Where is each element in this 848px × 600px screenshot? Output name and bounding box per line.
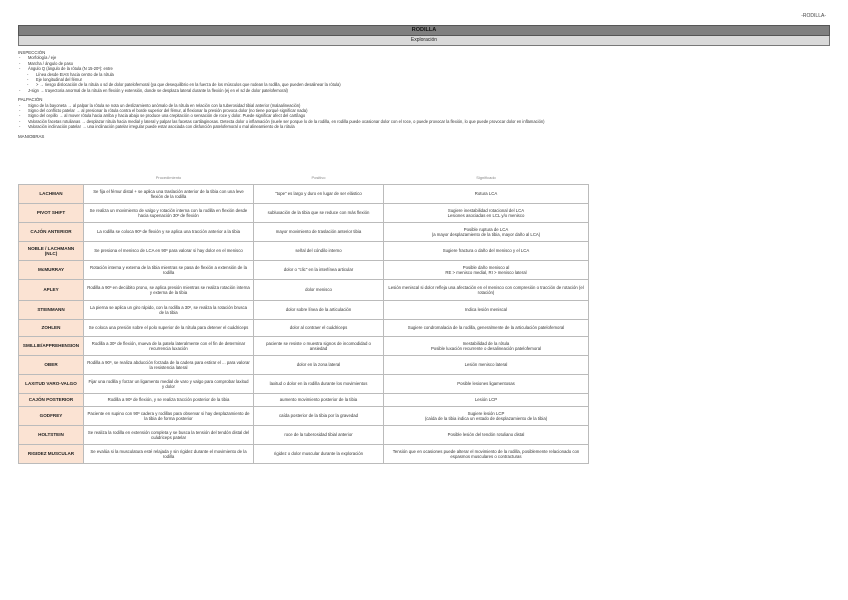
table-row	[19, 445, 589, 464]
corner-label: -RODILLA-	[801, 13, 826, 19]
meaning-cell: Posible daño menisco al RE > menisco medial, RI > menisco lateral	[384, 261, 589, 280]
positive-cell: dolor o "clic" en la interlínea articular	[254, 261, 384, 280]
positive-cell: mayor movimiento de traslación anterior tibia	[254, 223, 384, 242]
maneuver-name-cell: CAJÓN ANTERIOR	[19, 223, 84, 242]
palpation-list	[18, 103, 830, 130]
positive-cell: dolor en la zona lateral	[254, 356, 384, 375]
meaning-cell: Sugiere inestabilidad rotacional del LCA Lesiones asociadas en LCL y/o menisco	[384, 204, 589, 223]
document-title: RODILLA	[18, 25, 830, 36]
procedure-cell: Rodilla a 30º de flexión, mueva de la patela lateralmente con el fin de determinar recurrencia luxación	[84, 337, 254, 356]
procedure-cell: Se realiza un movimiento de valgo y rotación interna con la rodilla en flexión desde hacia supenación 30º de flexión	[84, 204, 254, 223]
document-subtitle: Exploración	[18, 36, 830, 46]
positive-cell: aumento movimiento posterior de la tibia	[254, 394, 384, 407]
positive-cell: paciente se resiste o muestra signos de incomodidad o ansiedad	[254, 337, 384, 356]
positive-cell: laxitud o dolor en la rodilla durante los movimientos	[254, 375, 384, 394]
table-row	[19, 356, 589, 375]
maneuver-name-cell: STEINMANN	[19, 301, 84, 320]
meaning-cell: Lesión LCP	[384, 394, 589, 407]
header-cell	[19, 171, 84, 185]
header-cell: Positivo	[311, 175, 326, 180]
table-row	[19, 185, 589, 204]
meaning-cell: Indica lesión meniscal	[384, 301, 589, 320]
maneuver-name-cell: SMILLIE/APPREHENSION	[19, 337, 84, 356]
meaning-cell: Rotura LCA	[384, 185, 589, 204]
maneuver-name-cell: HOLTSTEIN	[19, 426, 84, 445]
inspection-line: - Morfología / eje	[18, 55, 830, 60]
inspection-list	[18, 55, 830, 93]
maneuver-name-cell: GODFREY	[19, 407, 84, 426]
table-row	[19, 204, 589, 223]
palpation-line: - Signo del cepillo → al mover rótula hacia arriba y hacia abajo se produce una crepitación o sensación de roce y dolor. Puede significar afect del cartílago	[18, 113, 830, 118]
table-header-row	[19, 171, 589, 185]
table-row	[19, 394, 589, 407]
maneuver-name-cell: ZOHLEN	[19, 320, 84, 337]
inspection-heading: INSPECCIÓN	[18, 50, 46, 55]
maneuver-name-cell: RIGIDEZ MUSCULAR	[19, 445, 84, 464]
header-cell: Significado	[476, 175, 496, 180]
table-row	[19, 301, 589, 320]
maneuver-name-cell: LAXITUD VARO-VALGO	[19, 375, 84, 394]
table-row	[19, 337, 589, 356]
maneuver-name-cell: PIVOT SHIFT	[19, 204, 84, 223]
inspection-line: - Eje longitudinal del fémur	[18, 77, 830, 82]
procedure-cell: Rodilla a 90º de flexión, y se realiza tracción posterior de la tibia	[84, 394, 254, 407]
maneuvers-heading: MANIOBRAS	[18, 133, 45, 139]
positive-cell: subluxación de la tibia que se reduce con más flexión	[254, 204, 384, 223]
table-row	[19, 223, 589, 242]
maneuvers-table-body	[19, 185, 589, 464]
procedure-cell: Rodilla a 90º en decúbito prono, se aplica presión mientras se realiza rotación interna y externa de la tibia	[84, 280, 254, 301]
table-row	[19, 426, 589, 445]
positive-cell: dolor sobre línea de la articulación	[254, 301, 384, 320]
procedure-cell: Rotación interna y externa de la tibia mientras se pasa de flexión a extensión de la rodilla	[84, 261, 254, 280]
maneuver-name-cell: OBER	[19, 356, 84, 375]
palpation-line: - Signo de la bayoneta → al palpar la rótula se nota un deslizamiento anómalo de la rótula en relación con la tuberosidad tibial anterior (malaalineación)	[18, 103, 830, 108]
positive-cell: roce de la tuberosidad tibial anterior	[254, 426, 384, 445]
palpation-heading: PALPACIÓN	[18, 97, 43, 103]
procedure-cell: Rodilla a 90º, se realiza abducción forzada de la cadera para estirar el ... para valorar la resistencia lateral	[84, 356, 254, 375]
maneuver-name-cell: CAJÓN POSTERIOR	[19, 394, 84, 407]
meaning-cell: Tensión que en ocasiones puede alterar el movimiento de la rodilla, posiblemente relacionado con espasmos musculares o contracturas	[384, 445, 589, 464]
positive-cell: caída posterior de la tibia por la gravedad	[254, 407, 384, 426]
meaning-cell: Sugiere condromalacia de la rodilla, generalmente de la articulación patelofemoral	[384, 320, 589, 337]
procedure-cell: La rodilla se coloca 90º de flexión y se aplica una tracción anterior a la tibia	[84, 223, 254, 242]
procedure-cell: Paciente en supino con 90º cadera y rodillas para observar si hay desplazamiento de la tibia de forma posterior	[84, 407, 254, 426]
inspection-line: - Ángulo Q (ángulo de la rótula (N 15-20º): entre	[18, 66, 830, 71]
header-cell: Procedimiento	[155, 175, 182, 180]
positive-cell: señal del cóndilo interno	[254, 242, 384, 261]
table-row	[19, 407, 589, 426]
procedure-cell: Se presiona el menisco de LCA en 90º para valorar si hay dolor en el menisco	[84, 242, 254, 261]
palpation-line: - Valoración facetas rotulianas → desplazar rótula hacia medial y lateral y palpar las facetas cartilaginosas. Detecta dolor o inflamación (suele ser porque lo de la rodilla, en rodilla puede ocasionar dolor con el roce, o puede provocar la flexión, lo que puede provocar dolor en inflamación)	[18, 119, 830, 124]
positive-cell: rigidez o dolor muscular durante la exploración	[254, 445, 384, 464]
meaning-cell: Inestabilidad de la rótula Posible luxación recurrente o desalineación patelofemoral	[384, 337, 589, 356]
procedure-cell: Se fija el fémur distal + se aplica una traslación anterior de la tibia con una leve flexión de la rodilla	[84, 185, 254, 204]
procedure-cell: Se realiza la rodilla en extensión completa y se busca la tensión del tendón distal del cuádriceps patelar	[84, 426, 254, 445]
maneuver-name-cell: NOBLE / LACHMANN (NLC)	[19, 242, 84, 261]
document-page	[18, 25, 830, 139]
table-row	[19, 280, 589, 301]
positive-cell: "tope" es largo y duro en lugar de ser elástico	[254, 185, 384, 204]
table-row	[19, 242, 589, 261]
table-row	[19, 375, 589, 394]
positive-cell: dolor al contraer el cuádriceps	[254, 320, 384, 337]
meaning-cell: Sugiere lesión LCP (caída de la tibia indica un estado de desplazamiento de la tibia)	[384, 407, 589, 426]
inspection-line: - Línea desde EIAS hacia centro de la rótula	[18, 72, 830, 77]
procedure-cell: Se coloca una presión sobre el polo superior de la rótula para detener el cuádriceps	[84, 320, 254, 337]
table-row	[19, 261, 589, 280]
procedure-cell: Se evalúa si la musculatura esté relajada y sin rigidez durante el movimiento de la rodilla	[84, 445, 254, 464]
meaning-cell: Posible ruptura de LCA (a mayor desplazamiento de la tibia, mayor daño al LCA)	[384, 223, 589, 242]
maneuver-name-cell: McMURRAY	[19, 261, 84, 280]
procedure-cell: La pierna se aplica un giro rápido, con la rodilla a 30º, se realiza la rotación brusca de la tibia	[84, 301, 254, 320]
maneuver-name-cell: LACHMAN	[19, 185, 84, 204]
table-row	[19, 320, 589, 337]
palpation-line: - Signo del conflicto patelar → al presionar la rótula contra el borde superior del fémur, al flexionar la presión provoca dolor (no tiene porqué significar nada)	[18, 108, 830, 113]
maneuvers-table	[18, 171, 589, 464]
meaning-cell: Posible lesiones ligamentosas	[384, 375, 589, 394]
inspection-line: - J-sign → trayectoria anormal de la rótula en flexión y extensión, donde se desplaza lateral durante la flexión (ej en el sd de dolor patelofemoral)	[18, 88, 830, 93]
meaning-cell: Posible lesión del tendón rotuliano distal	[384, 426, 589, 445]
meaning-cell: Sugiere fractura o daño del menisco y el LCA	[384, 242, 589, 261]
palpation-line: - Valoración inclinación patelar → una inclinación patelar irregular puede estar asociada con disfunción patelofemoral o mal alineamiento de la rótula	[18, 124, 830, 129]
meaning-cell: Lesión meniscal si dolor refleja una afectación en el menisco con compresión o tracción de rotación (el rotación)	[384, 280, 589, 301]
inspection-line: - Marcha / ángulo de paso	[18, 61, 830, 66]
meaning-cell: Lesión menisco lateral	[384, 356, 589, 375]
procedure-cell: Fijar una rodilla y forzar un ligamento medial de varo y valgo para comprobar laxitud y dolor	[84, 375, 254, 394]
maneuver-name-cell: APLEY	[19, 280, 84, 301]
inspection-line: - > → riesgo dislocación de la rótula o sd de dolor patelofemoral (ya que desequilibrio en la fuerza de los músculos que rodean la rodilla, que pueden desalinear la rótula)	[18, 82, 830, 87]
positive-cell: dolor menisco	[254, 280, 384, 301]
